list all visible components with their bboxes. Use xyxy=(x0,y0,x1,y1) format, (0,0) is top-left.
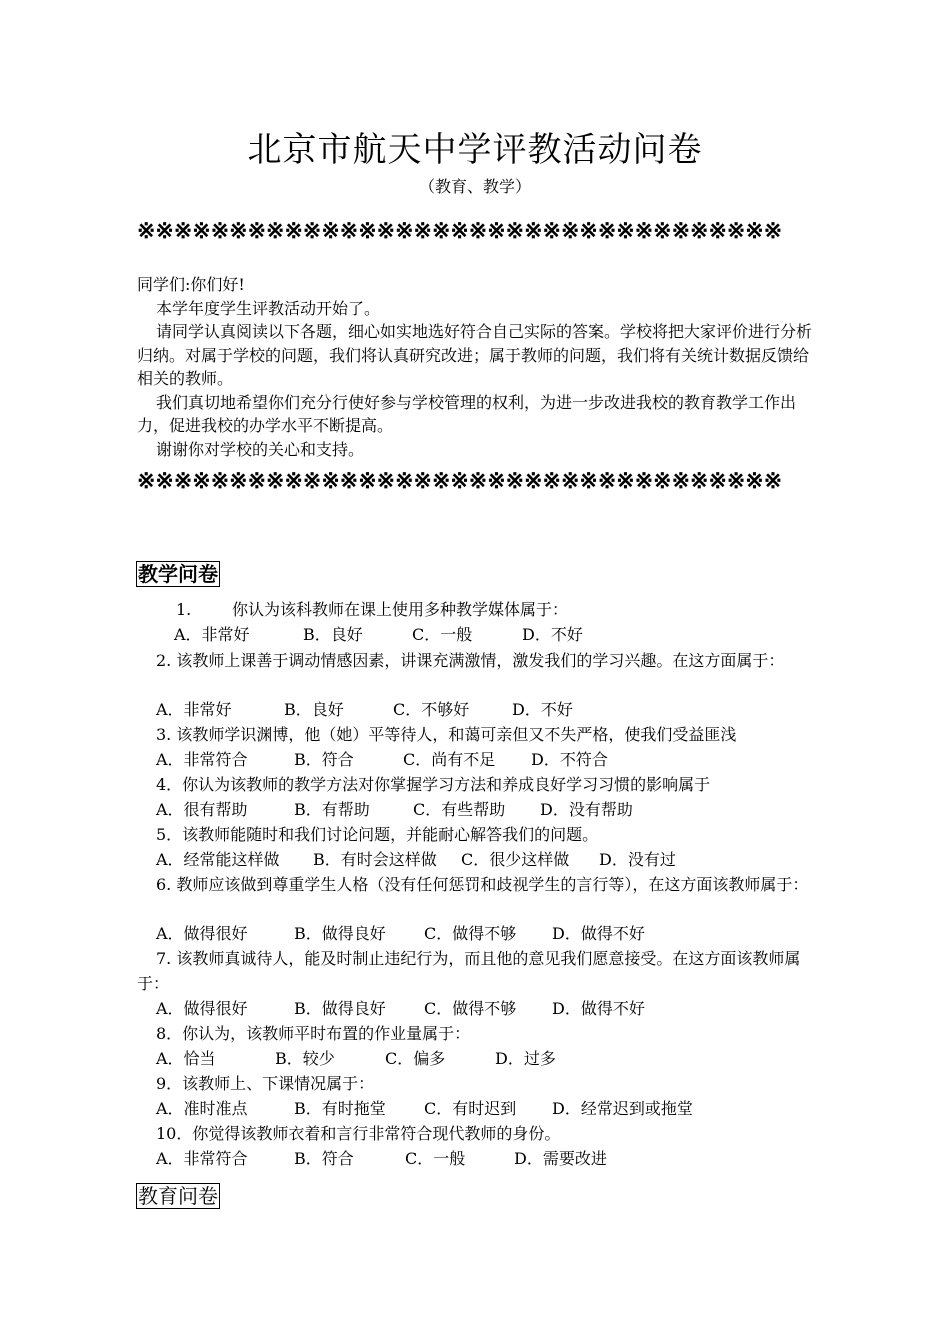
question-1-option-c[interactable]: C．一般 xyxy=(412,625,473,644)
question-9 xyxy=(156,1071,818,1096)
question-3-option-b[interactable]: B．符合 xyxy=(294,750,354,769)
question-6-text: 6. 教师应该做到尊重学生人格（没有任何惩罚和歧视学生的言行等），在这方面该教师属于： xyxy=(156,875,809,894)
question-5-option-d[interactable]: D．没有过 xyxy=(599,850,676,869)
question-10-option-d[interactable]: D．需要改进 xyxy=(514,1149,607,1168)
question-3-option-d[interactable]: D．不符合 xyxy=(531,750,608,769)
question-7-option-d[interactable]: D．做得不好 xyxy=(552,999,645,1018)
question-4 xyxy=(156,772,818,797)
greeting: 同学们:你们好! xyxy=(137,275,245,294)
question-9-option-b[interactable]: B．有时拖堂 xyxy=(294,1099,386,1118)
question-1-text: 1. 你认为该科教师在课上使用多种教学媒体属于： xyxy=(176,600,568,619)
question-3-option-a[interactable]: A．非常符合 xyxy=(156,750,248,769)
decorative-star-border-top: ※※※※※※※※※※※※※※※※※※※※※※※※※※※※※※※※※※※ xyxy=(137,218,783,244)
question-5 xyxy=(156,822,818,847)
question-5-text: 5．该教师能随时和我们讨论问题，并能耐心解答我们的问题。 xyxy=(156,825,599,844)
question-8 xyxy=(156,1021,818,1046)
question-2-option-c[interactable]: C．不够好 xyxy=(393,700,470,719)
question-10 xyxy=(156,1121,818,1146)
question-9-option-d[interactable]: D．经常迟到或拖堂 xyxy=(552,1099,693,1118)
question-8-text: 8．你认为，该教师平时布置的作业量属于： xyxy=(156,1024,471,1043)
question-1-option-d[interactable]: D．不好 xyxy=(522,625,583,644)
question-2-text: 2. 该教师上课善于调动情感因素，讲课充满激情，激发我们的学习兴趣。在这方面属于： xyxy=(156,651,785,670)
question-3 xyxy=(156,722,818,747)
question-8-option-d[interactable]: D．过多 xyxy=(495,1049,556,1068)
question-6-option-b[interactable]: B．做得良好 xyxy=(294,924,386,943)
question-9-option-c[interactable]: C．有时迟到 xyxy=(424,1099,517,1118)
question-5-option-a[interactable]: A．经常能这样做 xyxy=(156,850,280,869)
intro-letter xyxy=(137,273,817,461)
question-2-option-d[interactable]: D．不好 xyxy=(512,700,573,719)
intro-paragraph-2: 请同学认真阅读以下各题，细心如实地选好符合自己实际的答案。学校将把大家评价进行分析归纳。对属于学校的问题，我们将认真研究改进；属于教师的问题，我们将有关统计数据反馈给相关的教师。 xyxy=(137,322,813,388)
question-4-option-b[interactable]: B．有帮助 xyxy=(294,800,370,819)
question-4-text: 4．你认为该教师的教学方法对你掌握学习方法和养成良好学习习惯的影响属于 xyxy=(156,775,711,794)
question-10-text: 10．你觉得该教师衣着和言行非常符合现代教师的身份。 xyxy=(156,1124,561,1143)
question-9-option-a[interactable]: A．准时准点 xyxy=(156,1099,248,1118)
decorative-star-border-bottom: ※※※※※※※※※※※※※※※※※※※※※※※※※※※※※※※※※※※ xyxy=(137,468,783,494)
question-1 xyxy=(176,597,816,622)
question-2-option-b[interactable]: B．良好 xyxy=(284,700,344,719)
question-1-option-a[interactable]: A．非常好 xyxy=(174,625,250,644)
question-5-option-c[interactable]: C．很少这样做 xyxy=(461,850,570,869)
question-7-option-c[interactable]: C．做得不够 xyxy=(424,999,517,1018)
question-7-option-a[interactable]: A．做得很好 xyxy=(156,999,248,1018)
question-1-option-b[interactable]: B．良好 xyxy=(303,625,363,644)
page-subtitle: （教育、教学） xyxy=(418,177,531,196)
question-7 xyxy=(137,946,817,996)
question-3-text: 3. 该教师学识渊博，他（她）平等待人，和蔼可亲但又不失严格，使我们受益匪浅 xyxy=(156,725,737,744)
intro-paragraph-4: 谢谢你对学校的关心和支持。 xyxy=(156,439,365,459)
question-10-option-a[interactable]: A．非常符合 xyxy=(156,1149,248,1168)
question-8-option-b[interactable]: B．较少 xyxy=(275,1049,335,1068)
section-heading-teaching: 教学问卷 xyxy=(138,562,218,586)
section-heading-education: 教育问卷 xyxy=(138,1184,218,1208)
question-8-option-a[interactable]: A．恰当 xyxy=(156,1049,216,1068)
question-9-text: 9．该教师上、下课情况属于： xyxy=(156,1074,375,1093)
question-6-option-a[interactable]: A．做得很好 xyxy=(156,924,248,943)
question-2-option-a[interactable]: A．非常好 xyxy=(156,700,232,719)
page-title: 北京市航天中学评教活动问卷 xyxy=(247,130,703,170)
question-2 xyxy=(137,648,817,673)
intro-paragraph-1: 本学年度学生评教活动开始了。 xyxy=(156,298,381,318)
question-6-option-c[interactable]: C．做得不够 xyxy=(424,924,517,943)
question-8-option-c[interactable]: C．偏多 xyxy=(385,1049,446,1068)
intro-paragraph-3: 我们真切地希望你们充分行使好参与学校管理的权利，为进一步改进我校的教育教学工作出力，促进我校的办学水平不断提高。 xyxy=(137,392,797,435)
question-3-option-c[interactable]: C．尚有不足 xyxy=(403,750,496,769)
question-7-option-b[interactable]: B．做得良好 xyxy=(294,999,386,1018)
question-7-text: 7. 该教师真诚待人，能及时制止违纪行为，而且他的意见我们愿意接受。在这方面该教师属于： xyxy=(137,949,801,993)
question-10-option-c[interactable]: C．一般 xyxy=(405,1149,466,1168)
question-4-option-a[interactable]: A．很有帮助 xyxy=(156,800,248,819)
question-10-option-b[interactable]: B．符合 xyxy=(294,1149,354,1168)
question-4-option-c[interactable]: C．有些帮助 xyxy=(413,800,506,819)
question-6 xyxy=(137,872,817,897)
question-6-option-d[interactable]: D．做得不好 xyxy=(552,924,645,943)
question-4-option-d[interactable]: D．没有帮助 xyxy=(540,800,633,819)
question-5-option-b[interactable]: B．有时会这样做 xyxy=(313,850,437,869)
